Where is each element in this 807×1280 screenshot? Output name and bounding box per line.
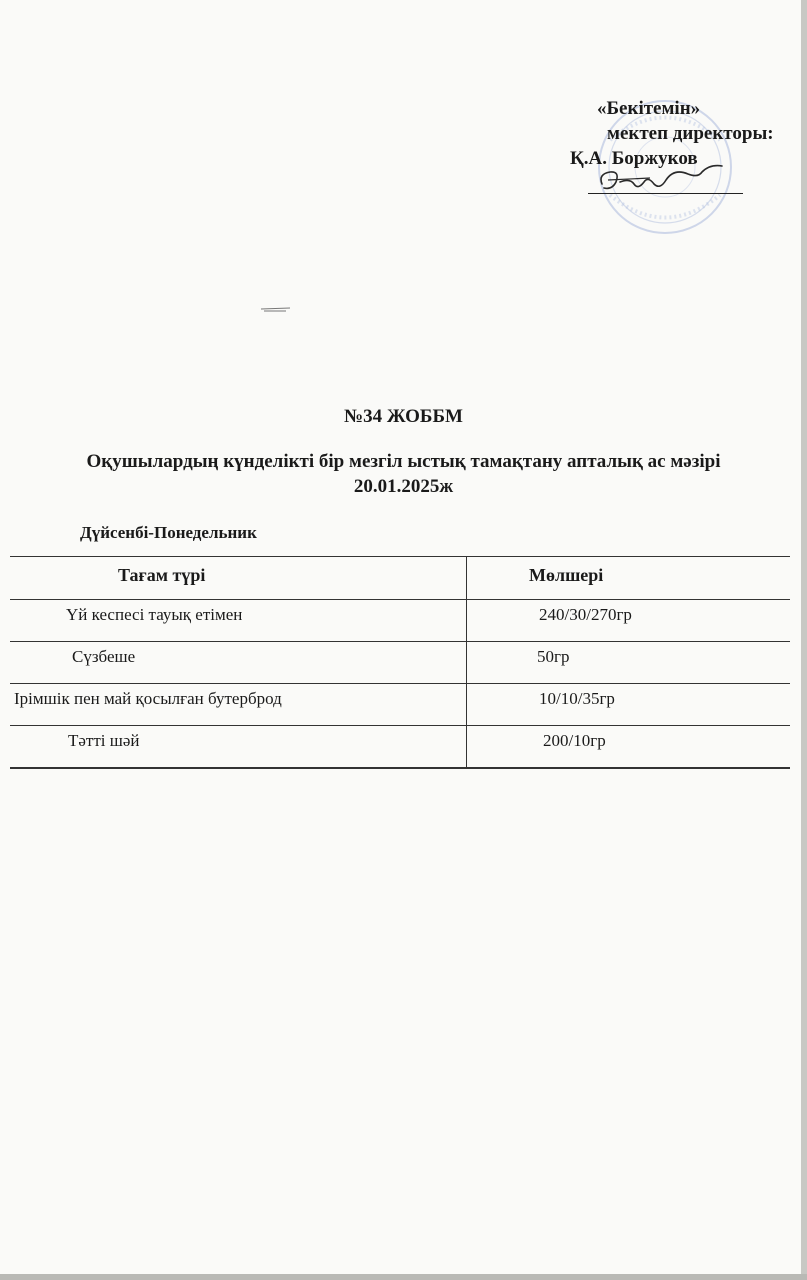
table-header-row <box>10 557 790 600</box>
approval-title: «Бекітемін» <box>597 98 701 119</box>
header-dish-type <box>10 557 467 600</box>
dish-name: Үй кеспесі тауық етімен <box>66 605 243 624</box>
table-row <box>10 600 790 642</box>
day-label: Дүйсенбі-Понедельник <box>80 523 257 542</box>
amount-cell <box>467 684 791 726</box>
table-row <box>10 726 790 769</box>
director-signature <box>590 160 740 200</box>
school-name: №34 ЖОББМ <box>344 406 463 427</box>
approval-director-name: Қ.А. Боржуков <box>570 148 698 169</box>
menu-table <box>10 556 790 769</box>
amount-cell <box>467 642 791 684</box>
dish-name: Ірімшік пен май қосылған бутерброд <box>14 689 282 708</box>
dish-amount: 240/30/270гр <box>539 605 632 624</box>
table-row <box>10 642 790 684</box>
page-edge-bottom <box>0 1274 807 1280</box>
menu-title: Оқушылардың күнделікті бір мезгіл ыстық тамақтану апталық ас мәзірі <box>86 451 721 472</box>
header-amount <box>467 557 791 600</box>
dish-amount: 200/10гр <box>543 731 606 750</box>
amount-cell <box>467 600 791 642</box>
page-edge-right <box>801 0 807 1280</box>
signature-line <box>588 193 743 194</box>
dish-cell <box>10 726 467 769</box>
dish-name: Сүзбеше <box>72 647 136 666</box>
dish-cell <box>10 684 467 726</box>
dish-amount: 10/10/35гр <box>539 689 615 708</box>
dish-cell <box>10 642 467 684</box>
dish-name: Тәтті шәй <box>68 731 140 750</box>
header-dish-label: Тағам түрі <box>118 565 206 585</box>
dish-amount: 50гр <box>537 647 570 666</box>
approval-position: мектеп директоры: <box>607 123 774 144</box>
scan-mark <box>260 305 292 313</box>
header-amount-label: Мөлшері <box>529 565 604 585</box>
dish-cell <box>10 600 467 642</box>
table-row <box>10 684 790 726</box>
amount-cell <box>467 726 791 769</box>
menu-date: 20.01.2025ж <box>353 476 454 497</box>
